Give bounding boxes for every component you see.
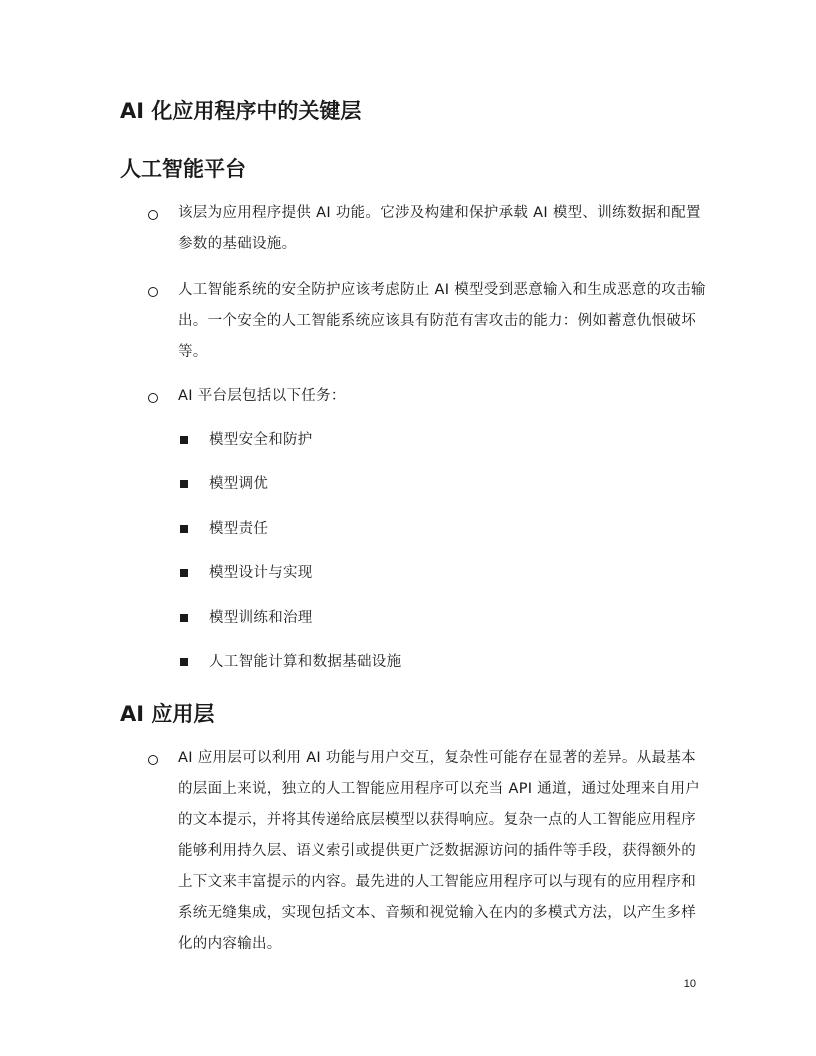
page-title: AI 化应用程序中的关键层	[120, 99, 362, 123]
filled-square-bullet-icon	[180, 614, 188, 622]
hollow-circle-bullet-icon	[148, 210, 158, 220]
sub-list-item	[180, 429, 680, 453]
hollow-circle-bullet-icon	[148, 755, 158, 765]
filled-square-bullet-icon	[180, 658, 188, 666]
list-item-text: AI 平台层包括以下任务：	[178, 388, 346, 404]
sub-list-item-text: 人工智能计算和数据基础设施	[209, 654, 402, 670]
sub-list-item-text: 模型责任	[209, 521, 269, 537]
sub-list-item	[180, 651, 680, 675]
filled-square-bullet-icon	[180, 569, 188, 577]
list-item	[148, 204, 708, 260]
sub-list-item-text: 模型调优	[209, 476, 269, 492]
sub-list-item	[180, 518, 680, 542]
section-heading-ai-app-layer: AI 应用层	[120, 702, 215, 726]
list-item-text: AI 应用层可以利用 AI 功能与用户交互，复杂性可能存在显著的差异。从最基本的层面上来说，独立的人工智能应用程序可以充当 API 通道，通过处理来自用户的文本提示，并将其传递给底层模型以获得响应。复杂一点的人工智能应用程序能够利用持久层、语义索引或提供更广泛数据源访问的插件等手段，获得额外的上下文来丰富提示的内容。最先进的人工智能应用程序可以与现有的应用程序和系统无缝集成，实现包括文本、音频和视觉输入在内的多模式方法，以产生多样化的内容输出。	[178, 750, 701, 952]
sub-list-item-text: 模型安全和防护	[209, 432, 313, 448]
hollow-circle-bullet-icon	[148, 393, 158, 403]
page-number: 10	[683, 978, 696, 990]
sub-list-item-text: 模型训练和治理	[209, 610, 313, 626]
list-item-text: 该层为应用程序提供 AI 功能。它涉及构建和保护承载 AI 模型、训练数据和配置参数的基础设施。	[178, 205, 701, 252]
filled-square-bullet-icon	[180, 525, 188, 533]
section-heading-ai-platform: 人工智能平台	[120, 157, 246, 181]
sub-list-item-text: 模型设计与实现	[209, 565, 313, 581]
list-item	[148, 281, 708, 368]
filled-square-bullet-icon	[180, 436, 188, 444]
list-item	[148, 387, 708, 412]
list-item	[148, 749, 708, 960]
sub-list-item	[180, 562, 680, 586]
filled-square-bullet-icon	[180, 480, 188, 488]
sub-list-item	[180, 607, 680, 631]
sub-list-item	[180, 473, 680, 497]
hollow-circle-bullet-icon	[148, 287, 158, 297]
list-item-text: 人工智能系统的安全防护应该考虑防止 AI 模型受到恶意输入和生成恶意的攻击输出。一个安全的人工智能系统应该具有防范有害攻击的能力：例如蓄意仇恨破坏等。	[178, 282, 706, 360]
